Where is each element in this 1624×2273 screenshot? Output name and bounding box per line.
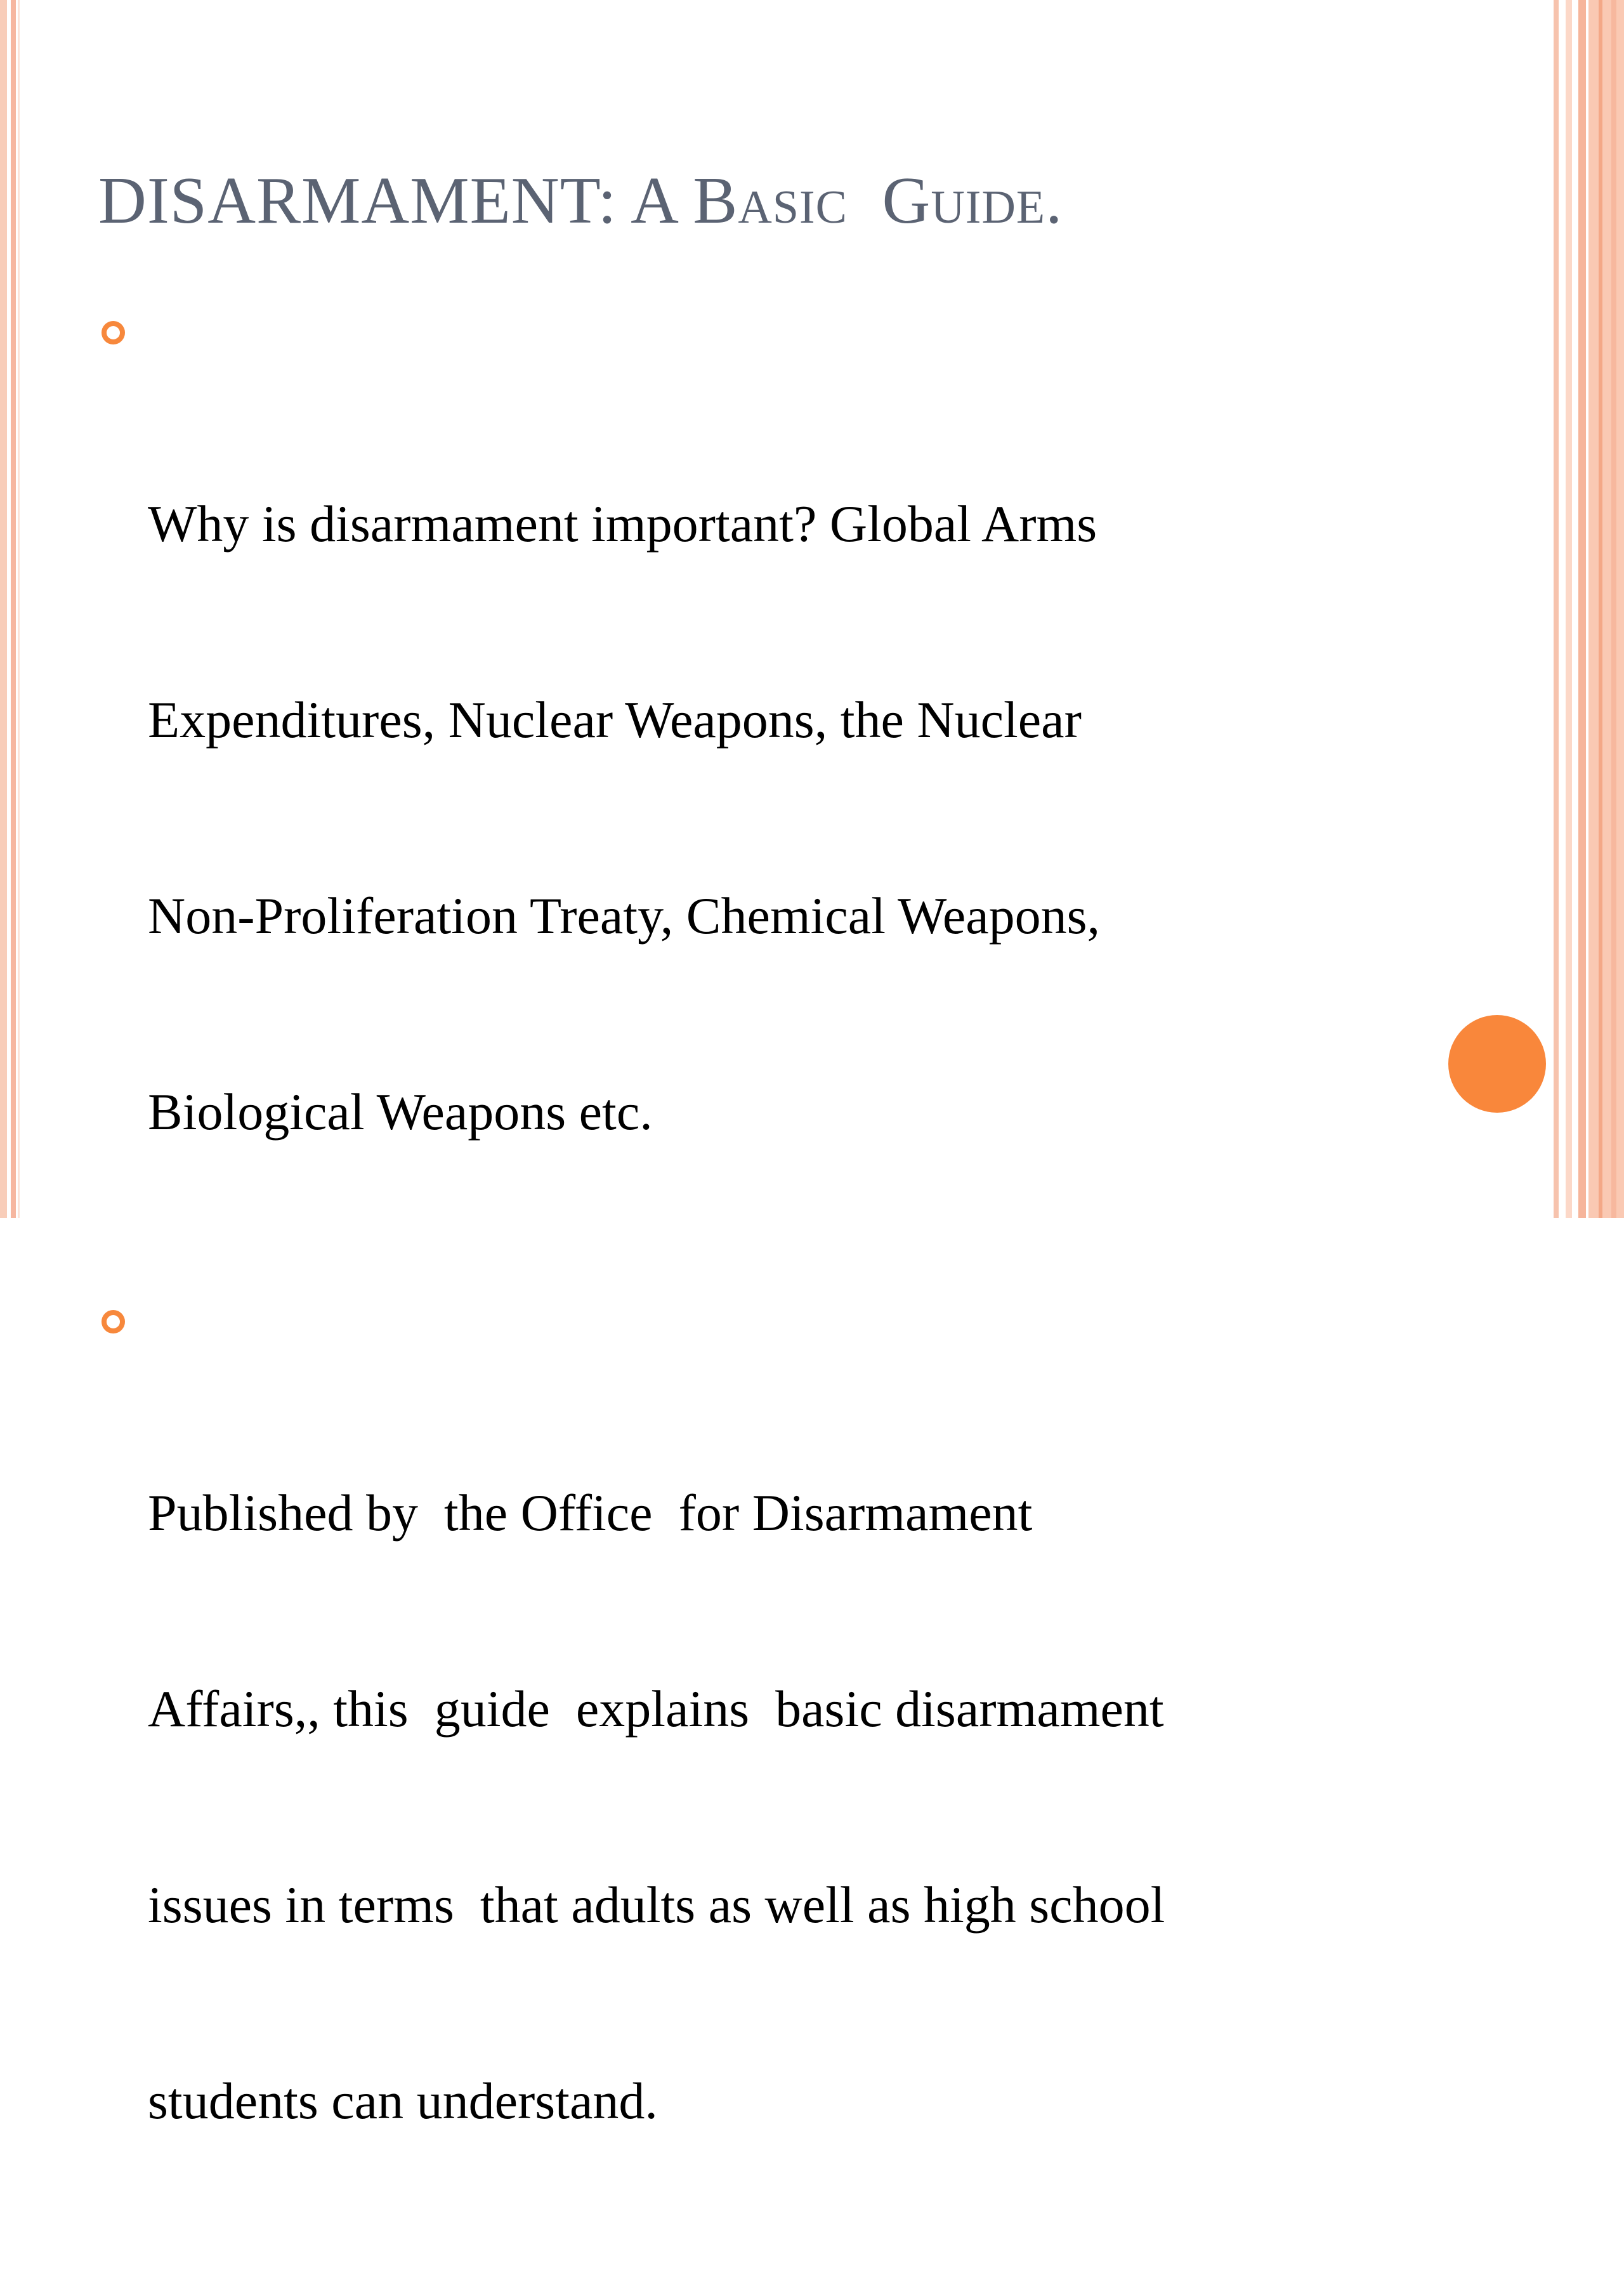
title-word-basic: Basic — [693, 163, 848, 237]
title-word-guide: Guide. — [882, 163, 1063, 237]
right-border-stripe — [1554, 0, 1559, 1218]
bullet-item — [98, 1284, 1443, 2264]
left-border-stripe — [0, 0, 7, 1218]
orange-circle-decoration — [1448, 1015, 1546, 1113]
bullet-item — [98, 295, 1443, 1275]
right-border-stripe — [1599, 0, 1602, 1218]
left-border-stripe — [18, 0, 20, 1218]
bullet-line: Non-Proliferation Treaty, Chemical Weapons, — [148, 887, 1101, 945]
hollow-circle-bullet-icon — [102, 1310, 125, 1333]
bullet-line: issues in terms that adults as well as high school — [148, 1876, 1165, 1934]
title-main: DISARMAMENT: A — [98, 163, 693, 237]
hollow-circle-bullet-icon — [102, 321, 125, 344]
bullet-list — [98, 295, 1443, 2273]
bullet-line: Expenditures, Nuclear Weapons, the Nuclear — [148, 691, 1082, 749]
left-border-stripe — [11, 0, 16, 1218]
title-gap — [848, 163, 882, 237]
right-border-stripe — [1611, 0, 1616, 1218]
bullet-line: Why is disarmament important? Global Arms — [148, 495, 1097, 553]
bullet-line: Biological Weapons etc. — [148, 1083, 653, 1141]
slide-title — [98, 162, 1063, 239]
right-border-stripe — [1588, 0, 1624, 1218]
right-border-stripe — [1578, 0, 1586, 1218]
right-border-stripe — [1566, 0, 1572, 1218]
bullet-line: Published by the Office for Disarmament — [148, 1484, 1033, 1542]
bullet-line: Affairs,, this guide explains basic disarmament — [148, 1680, 1164, 1738]
bullet-line: students can understand. — [148, 2072, 658, 2130]
